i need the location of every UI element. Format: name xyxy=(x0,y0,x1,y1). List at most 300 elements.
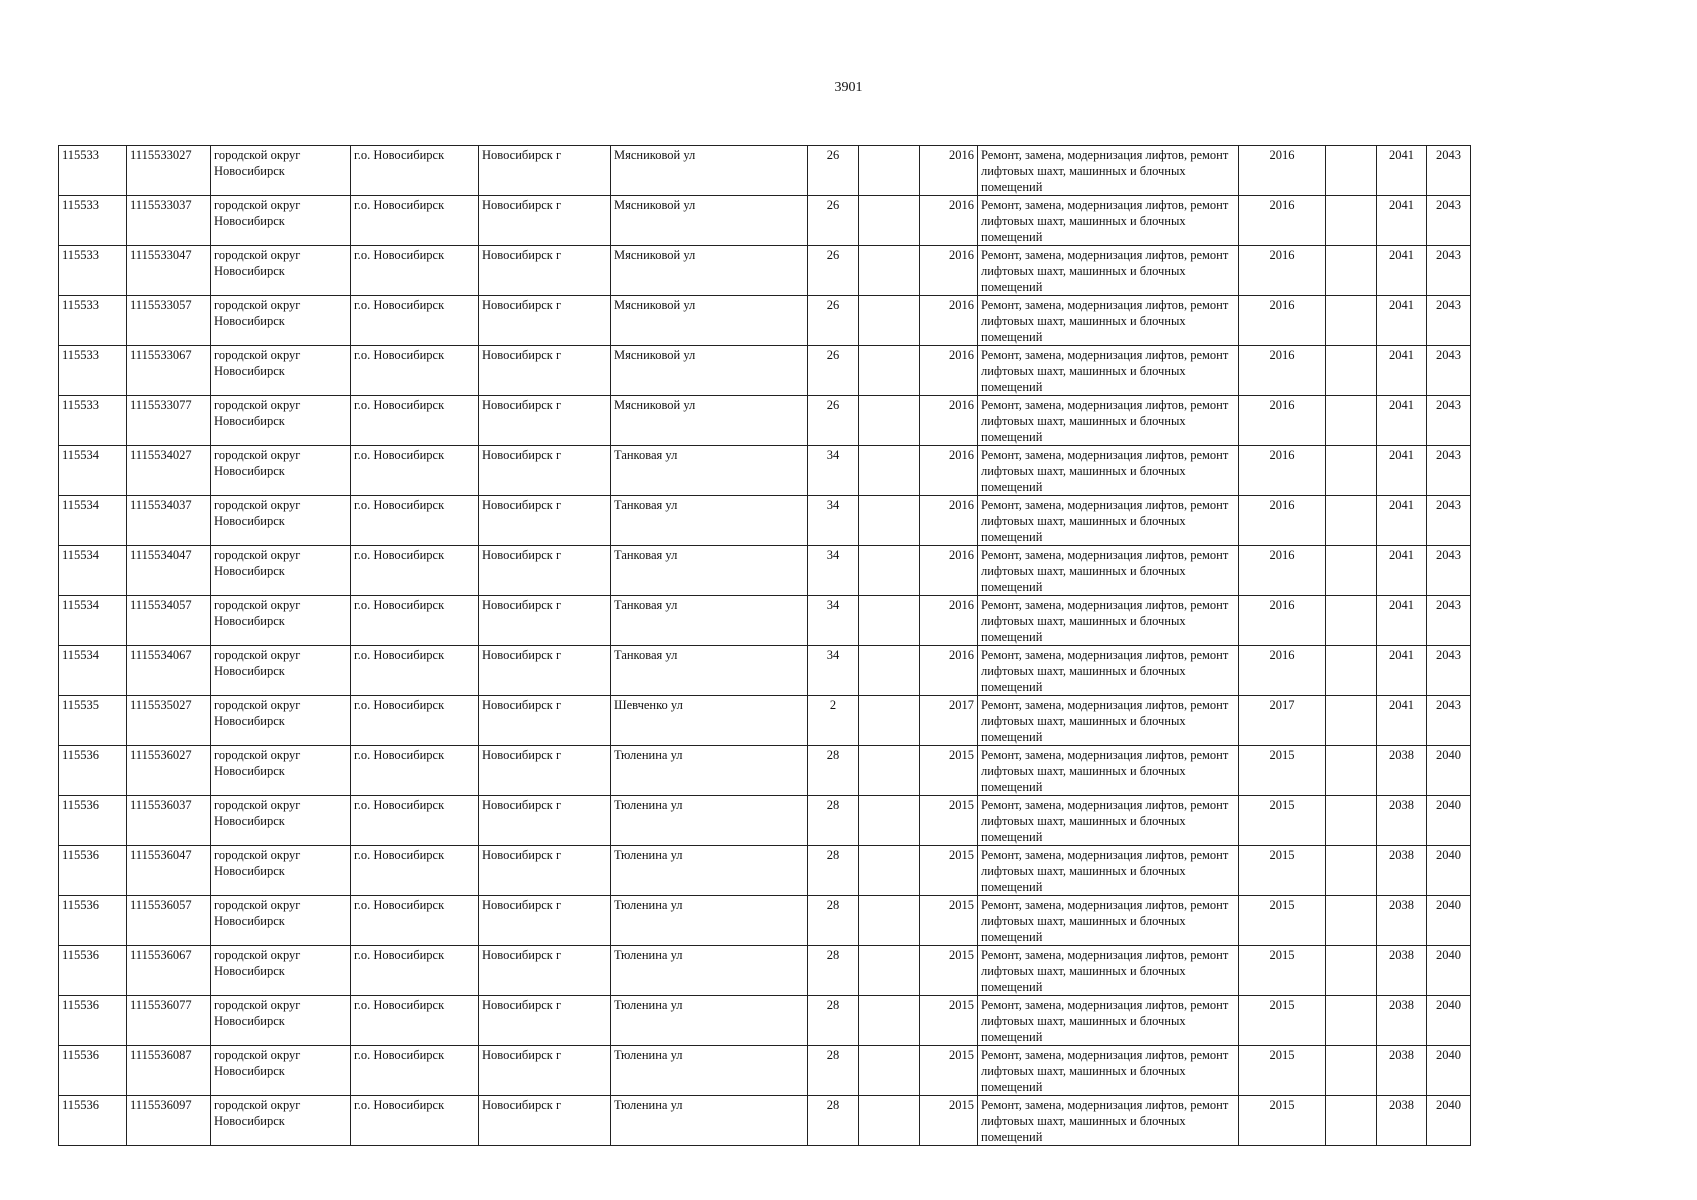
cell-locality: Новосибирск г xyxy=(479,996,611,1046)
cell-house-code: 1115535027 xyxy=(127,696,211,746)
cell-extra xyxy=(1326,996,1377,1046)
cell-building xyxy=(859,296,920,346)
cell-building xyxy=(859,146,920,196)
cell-id: 115533 xyxy=(59,396,127,446)
cell-street: Тюленина ул xyxy=(611,746,808,796)
table-row xyxy=(59,846,1471,896)
cell-building xyxy=(859,996,920,1046)
cell-house-code: 1115536077 xyxy=(127,996,211,1046)
cell-district: городской округ Новосибирск xyxy=(211,946,351,996)
cell-plan-from: 2038 xyxy=(1377,896,1427,946)
cell-building xyxy=(859,546,920,596)
cell-street: Танковая ул xyxy=(611,646,808,696)
cell-locality: Новосибирск г xyxy=(479,696,611,746)
cell-year-commissioned: 2015 xyxy=(920,796,978,846)
cell-year-commissioned: 2016 xyxy=(920,496,978,546)
cell-district: городской округ Новосибирск xyxy=(211,896,351,946)
table-row xyxy=(59,146,1471,196)
cell-work-type: Ремонт, замена, модернизация лифтов, ремонт лифтовых шахт, машинных и блочных помещений xyxy=(978,996,1239,1046)
table-row xyxy=(59,496,1471,546)
cell-work-year: 2016 xyxy=(1239,396,1326,446)
cell-street: Тюленина ул xyxy=(611,1046,808,1096)
cell-extra xyxy=(1326,246,1377,296)
cell-id: 115536 xyxy=(59,896,127,946)
cell-district: городской округ Новосибирск xyxy=(211,1046,351,1096)
cell-house-code: 1115533077 xyxy=(127,396,211,446)
cell-extra xyxy=(1326,146,1377,196)
cell-district: городской округ Новосибирск xyxy=(211,446,351,496)
cell-locality: Новосибирск г xyxy=(479,496,611,546)
cell-plan-to: 2043 xyxy=(1427,696,1471,746)
cell-work-year: 2016 xyxy=(1239,496,1326,546)
table-row xyxy=(59,946,1471,996)
cell-locality: Новосибирск г xyxy=(479,246,611,296)
cell-municipality: г.о. Новосибирск xyxy=(351,546,479,596)
cell-house-code: 1115534067 xyxy=(127,646,211,696)
cell-id: 115536 xyxy=(59,946,127,996)
cell-id: 115534 xyxy=(59,546,127,596)
cell-locality: Новосибирск г xyxy=(479,646,611,696)
table-row xyxy=(59,546,1471,596)
table-row xyxy=(59,746,1471,796)
cell-plan-to: 2040 xyxy=(1427,1046,1471,1096)
cell-house: 34 xyxy=(808,546,859,596)
cell-municipality: г.о. Новосибирск xyxy=(351,596,479,646)
cell-work-year: 2015 xyxy=(1239,1096,1326,1146)
cell-house: 28 xyxy=(808,946,859,996)
cell-locality: Новосибирск г xyxy=(479,346,611,396)
cell-plan-from: 2041 xyxy=(1377,496,1427,546)
cell-building xyxy=(859,446,920,496)
cell-building xyxy=(859,346,920,396)
cell-work-year: 2017 xyxy=(1239,696,1326,746)
cell-extra xyxy=(1326,346,1377,396)
cell-street: Мясниковой ул xyxy=(611,396,808,446)
cell-house-code: 1115534027 xyxy=(127,446,211,496)
cell-plan-from: 2041 xyxy=(1377,246,1427,296)
cell-extra xyxy=(1326,546,1377,596)
cell-id: 115533 xyxy=(59,246,127,296)
cell-street: Шевченко ул xyxy=(611,696,808,746)
cell-house: 26 xyxy=(808,246,859,296)
cell-id: 115533 xyxy=(59,146,127,196)
cell-house-code: 1115536057 xyxy=(127,896,211,946)
cell-house: 2 xyxy=(808,696,859,746)
cell-locality: Новосибирск г xyxy=(479,446,611,496)
cell-year-commissioned: 2016 xyxy=(920,446,978,496)
cell-locality: Новосибирск г xyxy=(479,1096,611,1146)
cell-house: 28 xyxy=(808,996,859,1046)
cell-year-commissioned: 2015 xyxy=(920,996,978,1046)
cell-id: 115534 xyxy=(59,446,127,496)
cell-extra xyxy=(1326,896,1377,946)
cell-municipality: г.о. Новосибирск xyxy=(351,846,479,896)
cell-work-type: Ремонт, замена, модернизация лифтов, ремонт лифтовых шахт, машинных и блочных помещений xyxy=(978,846,1239,896)
cell-house: 28 xyxy=(808,1096,859,1146)
cell-extra xyxy=(1326,196,1377,246)
cell-district: городской округ Новосибирск xyxy=(211,346,351,396)
cell-year-commissioned: 2016 xyxy=(920,146,978,196)
cell-extra xyxy=(1326,596,1377,646)
cell-municipality: г.о. Новосибирск xyxy=(351,446,479,496)
cell-plan-from: 2038 xyxy=(1377,946,1427,996)
cell-house: 26 xyxy=(808,146,859,196)
cell-year-commissioned: 2016 xyxy=(920,596,978,646)
cell-house: 26 xyxy=(808,396,859,446)
cell-street: Тюленина ул xyxy=(611,796,808,846)
cell-id: 115533 xyxy=(59,346,127,396)
cell-extra xyxy=(1326,646,1377,696)
table-row xyxy=(59,1096,1471,1146)
cell-extra xyxy=(1326,696,1377,746)
cell-house-code: 1115534047 xyxy=(127,546,211,596)
cell-plan-to: 2043 xyxy=(1427,646,1471,696)
cell-district: городской округ Новосибирск xyxy=(211,146,351,196)
cell-work-type: Ремонт, замена, модернизация лифтов, ремонт лифтовых шахт, машинных и блочных помещений xyxy=(978,296,1239,346)
cell-year-commissioned: 2016 xyxy=(920,396,978,446)
cell-building xyxy=(859,746,920,796)
cell-municipality: г.о. Новосибирск xyxy=(351,246,479,296)
cell-plan-to: 2043 xyxy=(1427,146,1471,196)
cell-id: 115535 xyxy=(59,696,127,746)
cell-district: городской округ Новосибирск xyxy=(211,696,351,746)
cell-municipality: г.о. Новосибирск xyxy=(351,296,479,346)
cell-id: 115536 xyxy=(59,996,127,1046)
cell-year-commissioned: 2015 xyxy=(920,1096,978,1146)
cell-building xyxy=(859,796,920,846)
cell-plan-to: 2043 xyxy=(1427,546,1471,596)
cell-extra xyxy=(1326,396,1377,446)
cell-plan-from: 2038 xyxy=(1377,996,1427,1046)
cell-house-code: 1115536087 xyxy=(127,1046,211,1096)
cell-work-type: Ремонт, замена, модернизация лифтов, ремонт лифтовых шахт, машинных и блочных помещений xyxy=(978,746,1239,796)
cell-id: 115534 xyxy=(59,646,127,696)
cell-building xyxy=(859,596,920,646)
cell-plan-to: 2043 xyxy=(1427,496,1471,546)
table-row xyxy=(59,596,1471,646)
cell-municipality: г.о. Новосибирск xyxy=(351,346,479,396)
cell-district: городской округ Новосибирск xyxy=(211,646,351,696)
table-row xyxy=(59,296,1471,346)
cell-district: городской округ Новосибирск xyxy=(211,396,351,446)
cell-plan-from: 2041 xyxy=(1377,396,1427,446)
cell-municipality: г.о. Новосибирск xyxy=(351,146,479,196)
cell-house-code: 1115536037 xyxy=(127,796,211,846)
cell-plan-to: 2040 xyxy=(1427,996,1471,1046)
cell-house: 28 xyxy=(808,1046,859,1096)
cell-id: 115534 xyxy=(59,496,127,546)
cell-municipality: г.о. Новосибирск xyxy=(351,396,479,446)
table-row xyxy=(59,896,1471,946)
cell-year-commissioned: 2015 xyxy=(920,946,978,996)
cell-building xyxy=(859,496,920,546)
cell-municipality: г.о. Новосибирск xyxy=(351,946,479,996)
cell-id: 115533 xyxy=(59,196,127,246)
cell-house-code: 1115533037 xyxy=(127,196,211,246)
cell-locality: Новосибирск г xyxy=(479,746,611,796)
cell-house-code: 1115533027 xyxy=(127,146,211,196)
cell-work-type: Ремонт, замена, модернизация лифтов, ремонт лифтовых шахт, машинных и блочных помещений xyxy=(978,696,1239,746)
cell-plan-to: 2043 xyxy=(1427,346,1471,396)
cell-house: 34 xyxy=(808,446,859,496)
cell-plan-to: 2043 xyxy=(1427,596,1471,646)
cell-plan-to: 2043 xyxy=(1427,446,1471,496)
cell-house: 28 xyxy=(808,896,859,946)
cell-street: Танковая ул xyxy=(611,596,808,646)
cell-plan-to: 2043 xyxy=(1427,296,1471,346)
cell-extra xyxy=(1326,746,1377,796)
cell-work-year: 2016 xyxy=(1239,296,1326,346)
cell-building xyxy=(859,646,920,696)
cell-id: 115536 xyxy=(59,1046,127,1096)
capital-repair-table xyxy=(58,145,1471,1146)
cell-locality: Новосибирск г xyxy=(479,146,611,196)
cell-plan-from: 2041 xyxy=(1377,596,1427,646)
cell-house-code: 1115536047 xyxy=(127,846,211,896)
cell-district: городской округ Новосибирск xyxy=(211,296,351,346)
cell-work-type: Ремонт, замена, модернизация лифтов, ремонт лифтовых шахт, машинных и блочных помещений xyxy=(978,896,1239,946)
cell-year-commissioned: 2015 xyxy=(920,1046,978,1096)
cell-extra xyxy=(1326,846,1377,896)
cell-municipality: г.о. Новосибирск xyxy=(351,196,479,246)
table-row xyxy=(59,396,1471,446)
cell-year-commissioned: 2016 xyxy=(920,196,978,246)
cell-street: Мясниковой ул xyxy=(611,296,808,346)
cell-work-year: 2016 xyxy=(1239,346,1326,396)
cell-work-type: Ремонт, замена, модернизация лифтов, ремонт лифтовых шахт, машинных и блочных помещений xyxy=(978,796,1239,846)
cell-work-year: 2015 xyxy=(1239,746,1326,796)
cell-street: Тюленина ул xyxy=(611,846,808,896)
cell-work-year: 2015 xyxy=(1239,996,1326,1046)
cell-work-year: 2015 xyxy=(1239,846,1326,896)
cell-plan-to: 2040 xyxy=(1427,946,1471,996)
cell-plan-from: 2038 xyxy=(1377,1046,1427,1096)
cell-plan-from: 2041 xyxy=(1377,296,1427,346)
cell-district: городской округ Новосибирск xyxy=(211,1096,351,1146)
cell-building xyxy=(859,1046,920,1096)
cell-work-year: 2016 xyxy=(1239,246,1326,296)
cell-street: Тюленина ул xyxy=(611,896,808,946)
cell-plan-from: 2038 xyxy=(1377,796,1427,846)
cell-year-commissioned: 2016 xyxy=(920,646,978,696)
cell-work-year: 2015 xyxy=(1239,946,1326,996)
cell-building xyxy=(859,1096,920,1146)
cell-plan-from: 2041 xyxy=(1377,646,1427,696)
cell-work-type: Ремонт, замена, модернизация лифтов, ремонт лифтовых шахт, машинных и блочных помещений xyxy=(978,396,1239,446)
cell-year-commissioned: 2017 xyxy=(920,696,978,746)
cell-work-type: Ремонт, замена, модернизация лифтов, ремонт лифтовых шахт, машинных и блочных помещений xyxy=(978,946,1239,996)
cell-extra xyxy=(1326,1046,1377,1096)
cell-locality: Новосибирск г xyxy=(479,396,611,446)
cell-municipality: г.о. Новосибирск xyxy=(351,1096,479,1146)
table-body xyxy=(59,146,1471,1146)
cell-work-type: Ремонт, замена, модернизация лифтов, ремонт лифтовых шахт, машинных и блочных помещений xyxy=(978,146,1239,196)
table-row xyxy=(59,646,1471,696)
cell-house: 34 xyxy=(808,496,859,546)
cell-house: 26 xyxy=(808,346,859,396)
cell-house-code: 1115533047 xyxy=(127,246,211,296)
cell-street: Танковая ул xyxy=(611,446,808,496)
cell-locality: Новосибирск г xyxy=(479,546,611,596)
cell-work-type: Ремонт, замена, модернизация лифтов, ремонт лифтовых шахт, машинных и блочных помещений xyxy=(978,646,1239,696)
cell-locality: Новосибирск г xyxy=(479,596,611,646)
cell-house: 26 xyxy=(808,196,859,246)
cell-plan-to: 2040 xyxy=(1427,1096,1471,1146)
table-row xyxy=(59,196,1471,246)
table-row xyxy=(59,796,1471,846)
cell-street: Танковая ул xyxy=(611,546,808,596)
cell-year-commissioned: 2015 xyxy=(920,846,978,896)
cell-extra xyxy=(1326,446,1377,496)
cell-municipality: г.о. Новосибирск xyxy=(351,1046,479,1096)
cell-house-code: 1115534057 xyxy=(127,596,211,646)
cell-plan-to: 2040 xyxy=(1427,846,1471,896)
cell-district: городской округ Новосибирск xyxy=(211,746,351,796)
cell-locality: Новосибирск г xyxy=(479,796,611,846)
cell-plan-from: 2041 xyxy=(1377,446,1427,496)
cell-year-commissioned: 2016 xyxy=(920,296,978,346)
cell-work-year: 2015 xyxy=(1239,896,1326,946)
cell-plan-from: 2038 xyxy=(1377,746,1427,796)
cell-house: 26 xyxy=(808,296,859,346)
cell-work-year: 2015 xyxy=(1239,1046,1326,1096)
table-row xyxy=(59,696,1471,746)
cell-plan-from: 2041 xyxy=(1377,546,1427,596)
cell-work-type: Ремонт, замена, модернизация лифтов, ремонт лифтовых шахт, машинных и блочных помещений xyxy=(978,496,1239,546)
cell-district: городской округ Новосибирск xyxy=(211,596,351,646)
cell-year-commissioned: 2015 xyxy=(920,896,978,946)
cell-year-commissioned: 2016 xyxy=(920,346,978,396)
cell-municipality: г.о. Новосибирск xyxy=(351,746,479,796)
cell-work-type: Ремонт, замена, модернизация лифтов, ремонт лифтовых шахт, машинных и блочных помещений xyxy=(978,1046,1239,1096)
cell-work-type: Ремонт, замена, модернизация лифтов, ремонт лифтовых шахт, машинных и блочных помещений xyxy=(978,346,1239,396)
cell-work-year: 2016 xyxy=(1239,146,1326,196)
cell-work-type: Ремонт, замена, модернизация лифтов, ремонт лифтовых шахт, машинных и блочных помещений xyxy=(978,446,1239,496)
cell-year-commissioned: 2016 xyxy=(920,546,978,596)
cell-extra xyxy=(1326,496,1377,546)
cell-house-code: 1115536067 xyxy=(127,946,211,996)
cell-street: Танковая ул xyxy=(611,496,808,546)
cell-district: городской округ Новосибирск xyxy=(211,196,351,246)
cell-plan-to: 2043 xyxy=(1427,246,1471,296)
cell-district: городской округ Новосибирск xyxy=(211,496,351,546)
cell-house-code: 1115536027 xyxy=(127,746,211,796)
cell-work-type: Ремонт, замена, модернизация лифтов, ремонт лифтовых шахт, машинных и блочных помещений xyxy=(978,196,1239,246)
cell-locality: Новосибирск г xyxy=(479,846,611,896)
cell-street: Тюленина ул xyxy=(611,996,808,1046)
cell-work-type: Ремонт, замена, модернизация лифтов, ремонт лифтовых шахт, машинных и блочных помещений xyxy=(978,596,1239,646)
cell-street: Мясниковой ул xyxy=(611,146,808,196)
cell-municipality: г.о. Новосибирск xyxy=(351,996,479,1046)
cell-house: 28 xyxy=(808,796,859,846)
cell-work-year: 2015 xyxy=(1239,796,1326,846)
page-number: 3901 xyxy=(834,80,863,95)
cell-locality: Новосибирск г xyxy=(479,896,611,946)
cell-municipality: г.о. Новосибирск xyxy=(351,696,479,746)
cell-plan-from: 2041 xyxy=(1377,146,1427,196)
cell-street: Тюленина ул xyxy=(611,1096,808,1146)
cell-work-year: 2016 xyxy=(1239,546,1326,596)
cell-district: городской округ Новосибирск xyxy=(211,796,351,846)
table-row xyxy=(59,996,1471,1046)
cell-district: городской округ Новосибирск xyxy=(211,246,351,296)
cell-district: городской округ Новосибирск xyxy=(211,996,351,1046)
cell-house-code: 1115534037 xyxy=(127,496,211,546)
table-row xyxy=(59,246,1471,296)
cell-plan-from: 2038 xyxy=(1377,1096,1427,1146)
cell-street: Мясниковой ул xyxy=(611,196,808,246)
cell-id: 115536 xyxy=(59,746,127,796)
cell-locality: Новосибирск г xyxy=(479,1046,611,1096)
cell-building xyxy=(859,396,920,446)
cell-street: Мясниковой ул xyxy=(611,246,808,296)
cell-year-commissioned: 2016 xyxy=(920,246,978,296)
cell-building xyxy=(859,896,920,946)
cell-house: 34 xyxy=(808,646,859,696)
cell-district: городской округ Новосибирск xyxy=(211,546,351,596)
cell-work-year: 2016 xyxy=(1239,446,1326,496)
cell-work-type: Ремонт, замена, модернизация лифтов, ремонт лифтовых шахт, машинных и блочных помещений xyxy=(978,1096,1239,1146)
cell-work-type: Ремонт, замена, модернизация лифтов, ремонт лифтовых шахт, машинных и блочных помещений xyxy=(978,546,1239,596)
cell-locality: Новосибирск г xyxy=(479,296,611,346)
cell-work-type: Ремонт, замена, модернизация лифтов, ремонт лифтовых шахт, машинных и блочных помещений xyxy=(978,246,1239,296)
cell-municipality: г.о. Новосибирск xyxy=(351,496,479,546)
cell-work-year: 2016 xyxy=(1239,596,1326,646)
cell-plan-to: 2040 xyxy=(1427,896,1471,946)
cell-plan-from: 2041 xyxy=(1377,196,1427,246)
table-row xyxy=(59,1046,1471,1096)
cell-plan-to: 2040 xyxy=(1427,796,1471,846)
cell-district: городской округ Новосибирск xyxy=(211,846,351,896)
cell-locality: Новосибирск г xyxy=(479,196,611,246)
cell-plan-from: 2038 xyxy=(1377,846,1427,896)
cell-house-code: 1115533067 xyxy=(127,346,211,396)
cell-plan-to: 2040 xyxy=(1427,746,1471,796)
cell-house-code: 1115536097 xyxy=(127,1096,211,1146)
cell-building xyxy=(859,946,920,996)
cell-municipality: г.о. Новосибирск xyxy=(351,646,479,696)
cell-plan-from: 2041 xyxy=(1377,696,1427,746)
cell-extra xyxy=(1326,796,1377,846)
cell-id: 115533 xyxy=(59,296,127,346)
cell-municipality: г.о. Новосибирск xyxy=(351,796,479,846)
cell-work-year: 2016 xyxy=(1239,646,1326,696)
cell-house: 28 xyxy=(808,846,859,896)
cell-building xyxy=(859,696,920,746)
cell-id: 115536 xyxy=(59,846,127,896)
table-row xyxy=(59,346,1471,396)
cell-id: 115536 xyxy=(59,1096,127,1146)
cell-locality: Новосибирск г xyxy=(479,946,611,996)
cell-house: 28 xyxy=(808,746,859,796)
cell-house-code: 1115533057 xyxy=(127,296,211,346)
cell-house: 34 xyxy=(808,596,859,646)
cell-work-year: 2016 xyxy=(1239,196,1326,246)
cell-extra xyxy=(1326,1096,1377,1146)
cell-plan-to: 2043 xyxy=(1427,196,1471,246)
cell-extra xyxy=(1326,946,1377,996)
cell-building xyxy=(859,246,920,296)
cell-plan-from: 2041 xyxy=(1377,346,1427,396)
cell-street: Тюленина ул xyxy=(611,946,808,996)
cell-extra xyxy=(1326,296,1377,346)
cell-building xyxy=(859,196,920,246)
cell-id: 115534 xyxy=(59,596,127,646)
cell-municipality: г.о. Новосибирск xyxy=(351,896,479,946)
cell-building xyxy=(859,846,920,896)
cell-id: 115536 xyxy=(59,796,127,846)
table-row xyxy=(59,446,1471,496)
